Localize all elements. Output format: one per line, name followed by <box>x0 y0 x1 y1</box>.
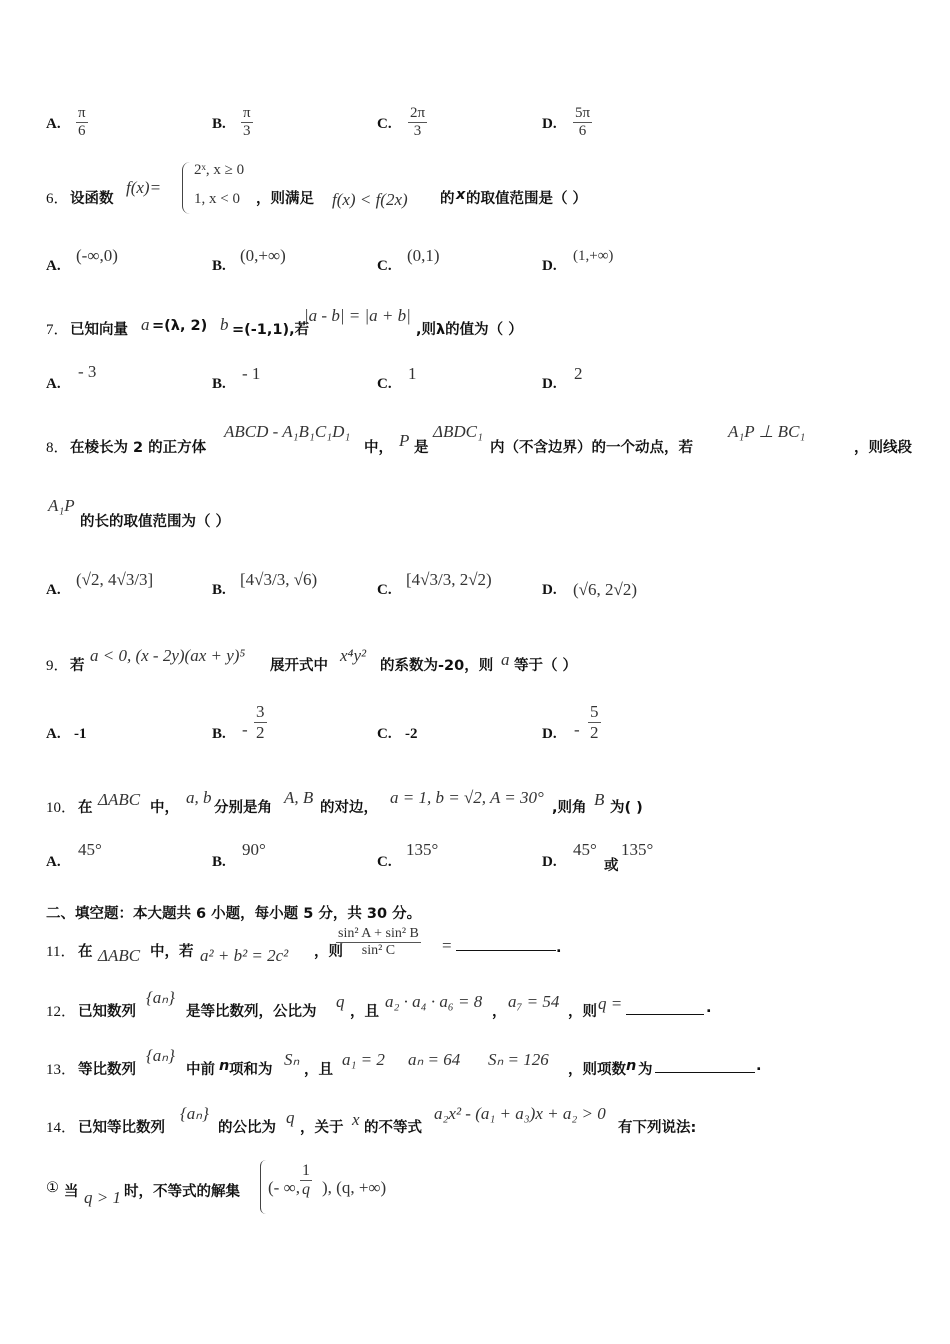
q7-option-b-label: B. <box>212 376 226 392</box>
q6-stem-d: 的取值范围是（ ） <box>466 191 588 207</box>
q9-expression: a < 0, (x - 2y)(ax + y)⁵ <box>90 646 246 665</box>
q5-option-b-value: $\frac{\pi}{3}$ <box>243 105 251 140</box>
q10-option-a-value: 45° <box>78 840 102 859</box>
q13-end: . <box>756 1058 762 1074</box>
q7-vector-b: b <box>220 315 229 334</box>
question-9 <box>46 644 906 678</box>
q6-var-x: x <box>456 187 466 203</box>
q6-option-b-value: (0,+∞) <box>240 246 286 265</box>
q9-stem-a: 若 <box>70 658 85 674</box>
q8-options <box>46 556 746 608</box>
q8-option-c-value: [4√3/3, 2√2) <box>406 570 492 589</box>
q5-option-d-label: D. <box>542 116 557 132</box>
q10-stem-e: ,则角 <box>552 800 587 816</box>
q14-item1-stem-a: 当 <box>64 1184 79 1200</box>
q13-stem-b: 中前 <box>186 1062 215 1078</box>
q14-stem-d: 的不等式 <box>364 1120 422 1136</box>
q8-option-c-label: C. <box>377 582 392 598</box>
q10-stem-a: 在 <box>78 800 93 816</box>
q6-option-a-label: A. <box>46 258 61 274</box>
q14-statement-1 <box>46 1160 906 1216</box>
q11-answer-blank[interactable] <box>456 936 556 951</box>
q12-sequence: {aₙ} <box>146 988 175 1007</box>
q14-stem-b: 的公比为 <box>218 1120 276 1136</box>
question-12 <box>46 984 906 1020</box>
question-8 <box>46 422 912 456</box>
q13-condition-3: Sₙ = 126 <box>488 1050 549 1069</box>
q5-option-c-value: $\frac{2\pi}{3}$ <box>410 105 426 140</box>
q14-q: q <box>286 1108 295 1127</box>
q6-option-c-label: C. <box>377 258 392 274</box>
q8-option-b-value: [4√3/3, √6) <box>240 570 318 589</box>
q14-stem-c: ，关于 <box>300 1120 344 1136</box>
section-2-heading: 二、填空题：本大题共 6 小题，每小题 5 分，共 30 分。 <box>46 906 422 922</box>
q5-option-c-label: C. <box>377 116 392 132</box>
q11-stem-b: 中，若 <box>150 944 194 960</box>
q7-stem-b: ,则λ的值为（ ） <box>416 322 523 338</box>
q8-stem-c: 是 <box>414 440 429 456</box>
q10-option-a-label: A. <box>46 854 61 870</box>
q12-condition-2: a₇ = 54 <box>508 992 560 1011</box>
q12-condition-1: a₂ · a₄ · a₆ = 8 <box>385 992 483 1011</box>
q13-sn: Sₙ <box>284 1050 300 1069</box>
question-14 <box>46 1100 906 1138</box>
q9-option-d-label: D. <box>542 726 557 742</box>
q12-ask: q = <box>598 994 623 1013</box>
q7-vector-a-value: =(λ, 2) <box>152 318 208 334</box>
q9-stem-c: 的系数为-20，则 <box>380 658 494 674</box>
q6-case-1: 2ˣ, x ≥ 0 <box>194 162 245 178</box>
q14-number: 14． <box>46 1120 77 1136</box>
q7-option-d-value: 2 <box>574 364 583 383</box>
q9-option-d-value: $\frac{5}{2}$ <box>590 702 599 742</box>
q5-option-a-label: A. <box>46 116 61 132</box>
q12-stem-d: ，则 <box>568 1004 597 1020</box>
q6-option-b-label: B. <box>212 258 226 274</box>
q9-option-b-sign: - <box>242 720 248 739</box>
q9-option-b-label: B. <box>212 726 226 742</box>
q7-option-c-value: 1 <box>408 364 417 383</box>
q10-option-c-value: 135° <box>406 840 439 859</box>
q8-option-b-label: B. <box>212 582 226 598</box>
q10-option-d-label: D. <box>542 854 557 870</box>
q13-condition-2: aₙ = 64 <box>408 1050 461 1069</box>
q10-sides: a, b <box>186 788 212 807</box>
q14-x: x <box>352 1110 360 1129</box>
q6-number: 6． <box>46 191 69 207</box>
q6-option-d-label: D. <box>542 258 557 274</box>
q11-stem-a: 在 <box>78 944 93 960</box>
q9-var-a: a <box>501 650 510 669</box>
q12-comma: ， <box>492 1004 507 1020</box>
q7-option-a-value: - 3 <box>78 362 97 381</box>
q7-stem-a: 已知向量 <box>70 322 128 338</box>
q12-stem-b: 是等比数列，公比为 <box>186 1004 317 1020</box>
q13-sequence: {aₙ} <box>146 1046 175 1065</box>
q13-stem-f: 为 <box>638 1062 653 1078</box>
q6-option-a-value: (-∞,0) <box>76 246 118 265</box>
q13-stem-a: 等比数列 <box>78 1062 136 1078</box>
q14-item1-mark: ① <box>46 1180 59 1196</box>
q14-item1-solution-b: ), (q, +∞) <box>322 1178 387 1197</box>
q9-option-c-label: C. <box>377 726 392 742</box>
q14-stem-a: 已知等比数列 <box>78 1120 165 1136</box>
q10-option-d-value2: 135° <box>621 840 654 859</box>
q7-vector-b-value: =(-1,1),若 <box>232 322 310 338</box>
q11-equals: = <box>442 936 452 955</box>
q10-angles: A, B <box>284 788 314 807</box>
q12-end: . <box>706 1000 712 1016</box>
q8-stem-a: 在棱长为 2 的正方体 <box>70 440 207 456</box>
q9-option-a-label: A. <box>46 726 61 742</box>
q12-q: q <box>336 992 345 1011</box>
q6-option-d-value: (1,+∞) <box>573 248 614 264</box>
q10-var-b: B <box>594 790 605 809</box>
q7-option-c-label: C. <box>377 376 392 392</box>
q13-n-2: n <box>626 1058 637 1074</box>
question-8-cont <box>46 496 906 530</box>
q10-option-b-label: B. <box>212 854 226 870</box>
q7-options <box>46 362 746 394</box>
q13-stem-d: ，且 <box>304 1062 333 1078</box>
q13-stem-e: ，则项数 <box>568 1062 626 1078</box>
q9-option-c-value: -2 <box>405 726 418 742</box>
q9-option-d-sign: - <box>574 720 580 739</box>
q14-item1-fraction: $\frac{1}{q}$ <box>302 1162 310 1199</box>
q12-stem-a: 已知数列 <box>78 1004 136 1020</box>
q8-option-a-value: (√2, 4√3/3] <box>76 570 154 589</box>
q9-option-b-value: $\frac{3}{2}$ <box>256 702 265 742</box>
q6-option-c-value: (0,1) <box>407 246 440 265</box>
q14-item1-condition: q > 1 <box>84 1188 121 1207</box>
q5-option-b-label: B. <box>212 116 226 132</box>
q5-option-d-value: $\frac{5\pi}{6}$ <box>575 105 591 140</box>
q9-option-a-value: -1 <box>74 726 87 742</box>
q13-stem-c: 项和为 <box>229 1062 273 1078</box>
q13-number: 13． <box>46 1062 77 1078</box>
q10-stem-b: 中， <box>150 800 179 816</box>
q10-option-d-or: 或 <box>604 858 619 874</box>
q8-stem-f: 的长的取值范围为（ ） <box>80 514 231 530</box>
q14-item1-left-paren <box>260 1160 267 1214</box>
q8-stem-b: 中， <box>364 440 393 456</box>
q13-condition-1: a₁ = 2 <box>342 1050 385 1069</box>
q9-number: 9． <box>46 658 69 674</box>
q8-option-d-value: (√6, 2√2) <box>573 580 637 599</box>
q12-answer-blank[interactable] <box>626 1000 704 1015</box>
q14-item1-solution-a: (- ∞, <box>268 1178 300 1197</box>
q13-answer-blank[interactable] <box>655 1058 755 1073</box>
q13-n: n <box>219 1058 230 1074</box>
q5-option-a-value: $\frac{\pi}{6}$ <box>78 105 86 140</box>
q14-sequence: {aₙ} <box>180 1104 209 1123</box>
question-10 <box>46 786 906 820</box>
q8-option-a-label: A. <box>46 582 61 598</box>
q10-stem-f: 为( ) <box>610 800 643 816</box>
q9-options <box>46 700 746 752</box>
q8-option-d-label: D. <box>542 582 557 598</box>
q8-point-p: P <box>399 431 410 450</box>
q6-brace <box>182 162 191 214</box>
q8-stem-d: 内（不含边界）的一个动点，若 <box>490 440 693 456</box>
q10-given: a = 1, b = √2, A = 30° <box>390 788 544 807</box>
q6-case-2: 1, x < 0 <box>194 191 240 207</box>
q11-triangle: ΔABC <box>98 946 141 965</box>
q11-end: . <box>556 940 562 956</box>
q6-options <box>46 246 746 276</box>
q8-stem-e: ，则线段 <box>854 440 912 456</box>
q7-number: 7． <box>46 322 69 338</box>
q8-segment: A₁P <box>48 496 75 515</box>
q11-fraction: $\frac{\text{sin² A + sin² B}}{\text{sin² C}}$ <box>338 926 419 959</box>
q10-number: 10． <box>46 800 77 816</box>
q7-option-a-label: A. <box>46 376 61 392</box>
q11-condition: a² + b² = 2c² <box>200 946 289 965</box>
q14-item1-stem-b: 时，不等式的解集 <box>124 1184 240 1200</box>
question-11 <box>46 926 906 970</box>
q11-number: 11． <box>46 944 76 960</box>
q12-number: 12． <box>46 1004 77 1020</box>
q6-inequality: f(x) < f(2x) <box>332 190 408 209</box>
q7-condition: |a - b| = |a + b| <box>304 306 411 325</box>
q6-stem-b: ，则满足 <box>256 191 314 207</box>
q10-option-b-value: 90° <box>242 840 266 859</box>
q10-option-c-label: C. <box>377 854 392 870</box>
q6-function: f(x)= <box>126 178 162 197</box>
q10-stem-c: 分别是角 <box>214 800 272 816</box>
q10-stem-d: 的对边， <box>320 800 378 816</box>
q14-stem-e: 有下列说法: <box>618 1120 697 1136</box>
question-6 <box>46 160 906 220</box>
q10-triangle: ΔABC <box>98 790 141 809</box>
q9-term: x⁴y² <box>340 646 367 665</box>
q6-stem-a: 设函数 <box>70 191 114 207</box>
question-7 <box>46 306 906 340</box>
q7-vector-a: a <box>141 315 150 334</box>
question-13 <box>46 1042 906 1078</box>
q8-triangle: ΔBDC₁ <box>433 422 483 441</box>
q6-stem-c: 的 <box>440 191 455 207</box>
q8-cube: ABCD - A₁B₁C₁D₁ <box>224 422 351 441</box>
q11-stem-c: ，则 <box>314 944 343 960</box>
q12-stem-c: ，且 <box>350 1004 379 1020</box>
q8-number: 8． <box>46 440 69 456</box>
q7-option-b-value: - 1 <box>242 364 261 383</box>
q7-option-d-label: D. <box>542 376 557 392</box>
q8-perpendicular: A₁P ⊥ BC₁ <box>728 422 806 441</box>
q10-option-d-value: 45° <box>573 840 597 859</box>
q14-inequality: a₂x² - (a₁ + a₃)x + a₂ > 0 <box>434 1104 606 1123</box>
q10-options <box>46 840 746 872</box>
q9-stem-d: 等于（ ） <box>514 658 578 674</box>
q9-stem-b: 展开式中 <box>270 658 328 674</box>
